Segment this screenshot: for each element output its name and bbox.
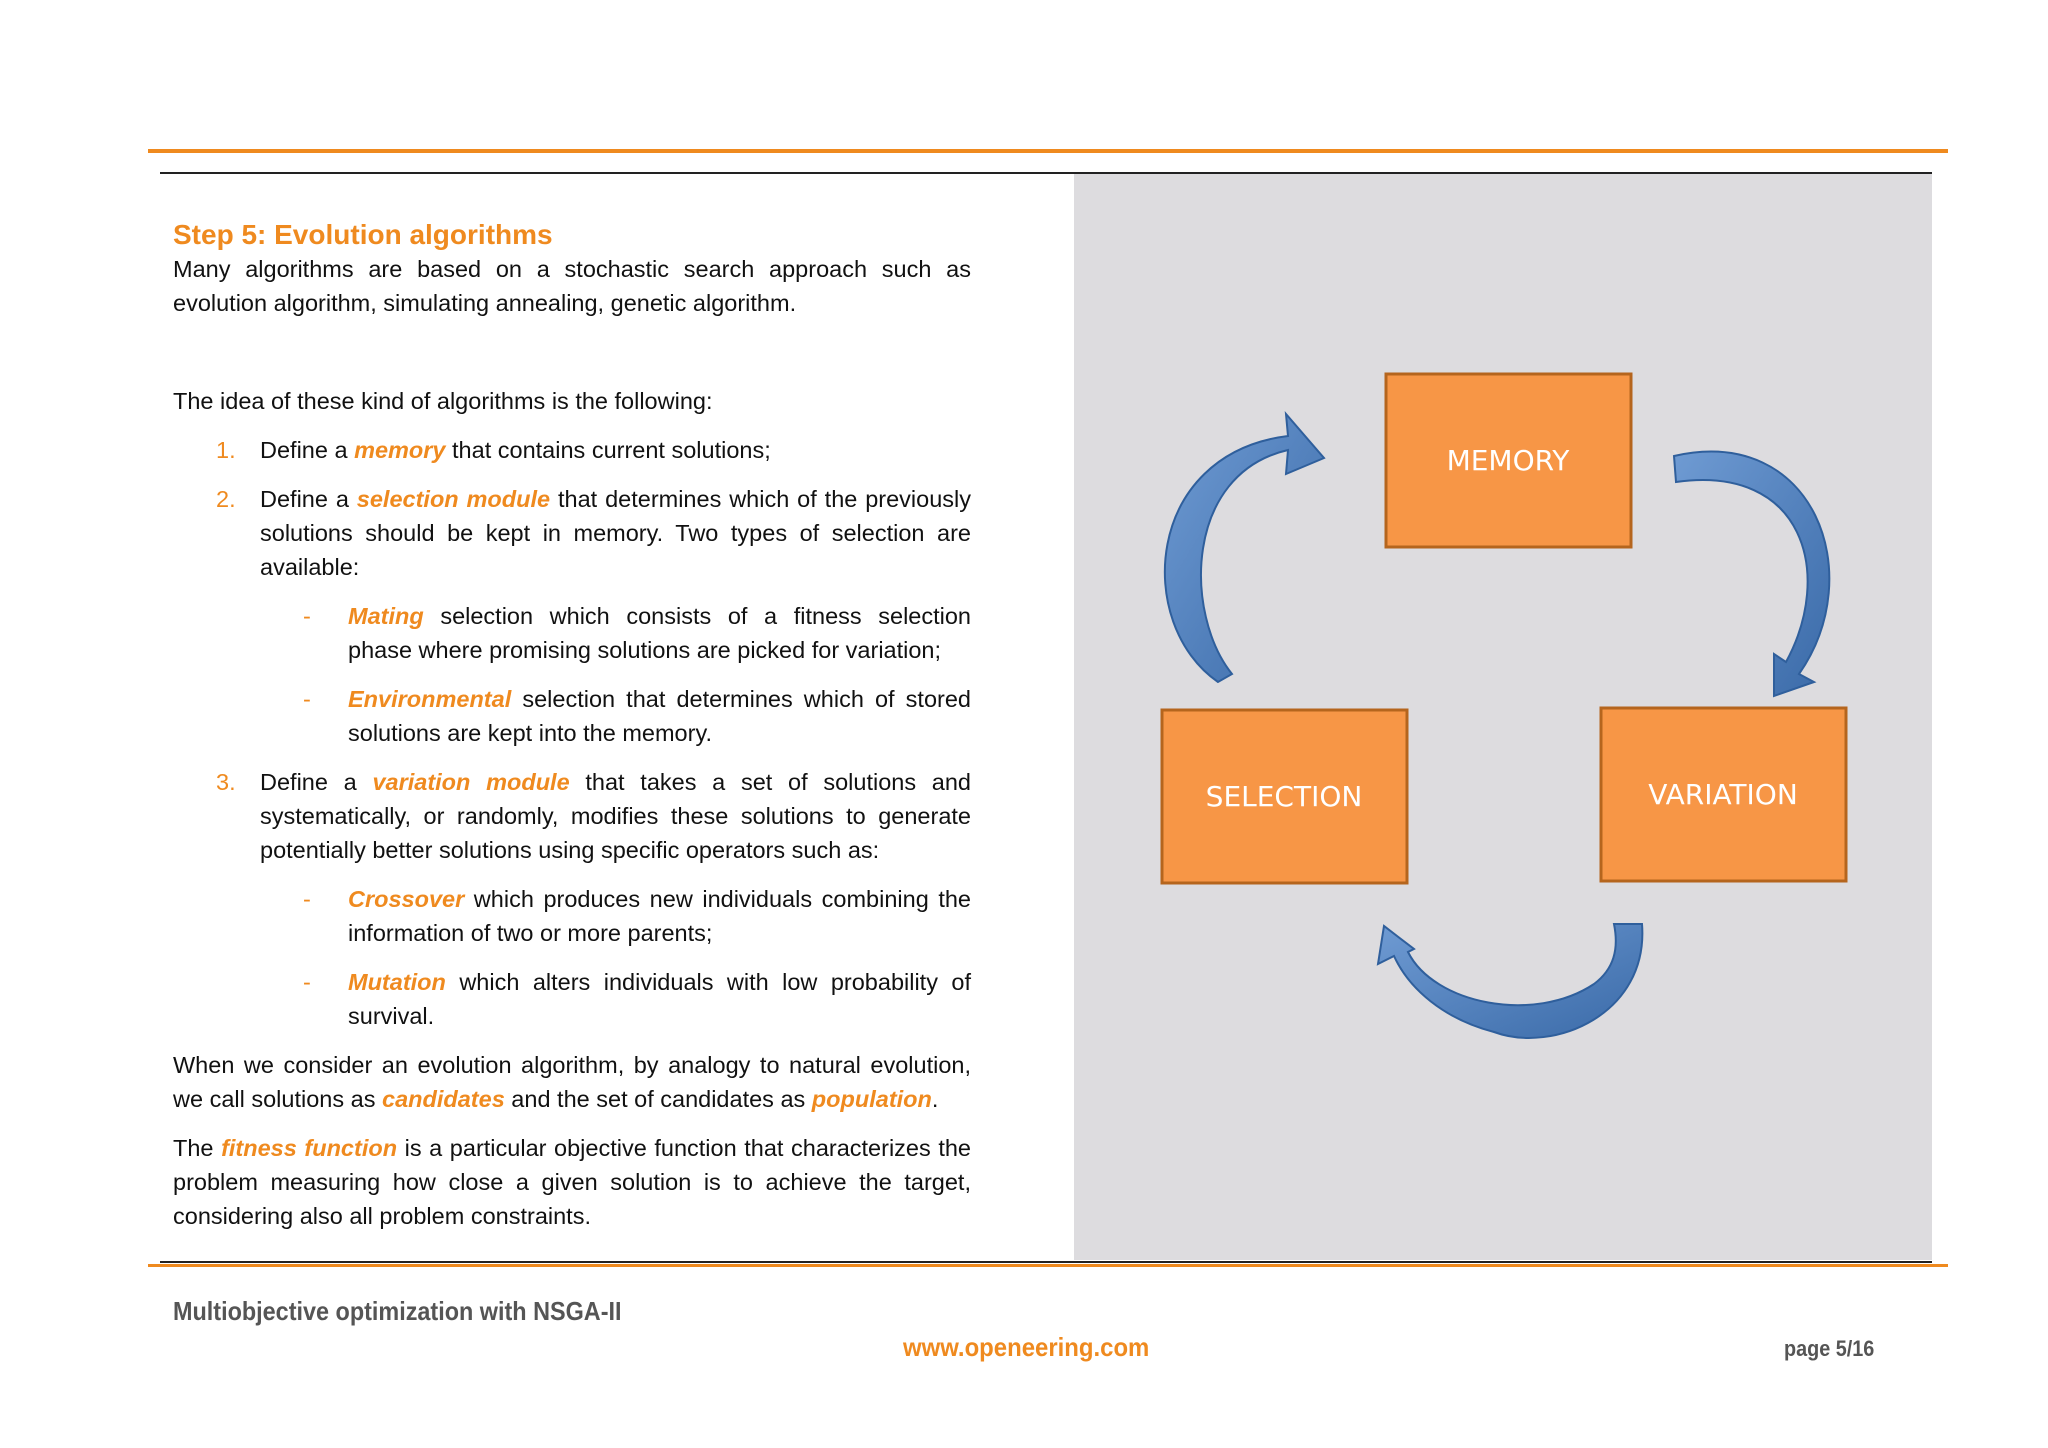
term-mutation: Mutation bbox=[348, 969, 446, 995]
sublist-item-environmental: - Environmental selection that determines which of stored solutions are kept into the memory. bbox=[173, 682, 971, 750]
term-mating: Mating bbox=[348, 603, 424, 629]
sublist-item-mutation: - Mutation which alters individuals with low probability of survival. bbox=[173, 965, 971, 1033]
analogy-paragraph: When we consider an evolution algorithm, by analogy to natural evolution, we call solutions as candidates and the set of candidates as population. bbox=[173, 1052, 971, 1112]
list-number: 1. bbox=[216, 437, 236, 463]
footer-rule-orange bbox=[148, 1264, 1948, 1267]
list-number: 3. bbox=[216, 769, 236, 795]
term-environmental: Environmental bbox=[348, 686, 512, 712]
selection-label: SELECTION bbox=[1205, 780, 1363, 813]
arrow-variation-to-selection-icon bbox=[1378, 924, 1642, 1038]
arrow-memory-to-variation-icon bbox=[1674, 452, 1829, 696]
text-column bbox=[173, 218, 971, 1233]
intro-paragraph: Many algorithms are based on a stochastic search approach such as evolution algorithm, simulating annealing, genetic algorithm. bbox=[173, 256, 971, 316]
term-memory: memory bbox=[354, 437, 446, 463]
footer-document-title: Multiobjective optimization with NSGA-II bbox=[173, 1296, 622, 1326]
term-fitness-function: fitness function bbox=[221, 1135, 398, 1161]
term-variation-module: variation module bbox=[372, 769, 570, 795]
term-crossover: Crossover bbox=[348, 886, 465, 912]
header-rule-orange bbox=[148, 149, 1948, 153]
list-item-variation: 3. Define a variation module that takes a set of solutions and systematically, or randomly, modifies these solutions to generate potentially better solutions using specific operators such as: bbox=[173, 765, 971, 867]
evolution-cycle-diagram bbox=[1074, 174, 1932, 1260]
fitness-paragraph: The fitness function is a particular objective function that characterizes the problem measuring how close a given solution is to achieve the target, considering also all problem constraints. bbox=[173, 1135, 971, 1229]
sublist-item-mating: - Mating selection which consists of a fitness selection phase where promising solutions are picked for variation; bbox=[173, 599, 971, 667]
footer-page-number: page 5/16 bbox=[1784, 1336, 1875, 1361]
arrow-selection-to-memory-icon bbox=[1165, 414, 1324, 682]
idea-paragraph: The idea of these kind of algorithms is the following: bbox=[173, 388, 713, 414]
dash-marker: - bbox=[303, 969, 311, 995]
dash-marker: - bbox=[303, 686, 311, 712]
selection-box bbox=[1162, 710, 1407, 883]
dash-marker: - bbox=[303, 886, 311, 912]
list-number: 2. bbox=[216, 486, 236, 512]
term-population: population bbox=[811, 1086, 932, 1112]
memory-label: MEMORY bbox=[1446, 444, 1570, 477]
sublist-item-crossover: - Crossover which produces new individuals combining the information of two or more parents; bbox=[173, 882, 971, 950]
dash-marker: - bbox=[303, 603, 311, 629]
term-selection-module: selection module bbox=[356, 486, 551, 512]
diagram-panel bbox=[1074, 174, 1932, 1260]
variation-box bbox=[1601, 708, 1846, 881]
list-item-selection: 2. Define a selection module that determines which of the previously solutions should be kept in memory. Two types of selection are available: bbox=[173, 482, 971, 584]
section-heading: Step 5: Evolution algorithms bbox=[173, 219, 553, 250]
term-candidates: candidates bbox=[382, 1086, 505, 1112]
footer-rule-black bbox=[160, 1261, 1932, 1263]
footer-website-link[interactable]: www.openeering.com bbox=[903, 1332, 1150, 1362]
list-item-memory: 1. Define a memory that contains current solutions; bbox=[173, 433, 971, 467]
memory-box bbox=[1386, 374, 1631, 547]
variation-label: VARIATION bbox=[1648, 778, 1798, 811]
